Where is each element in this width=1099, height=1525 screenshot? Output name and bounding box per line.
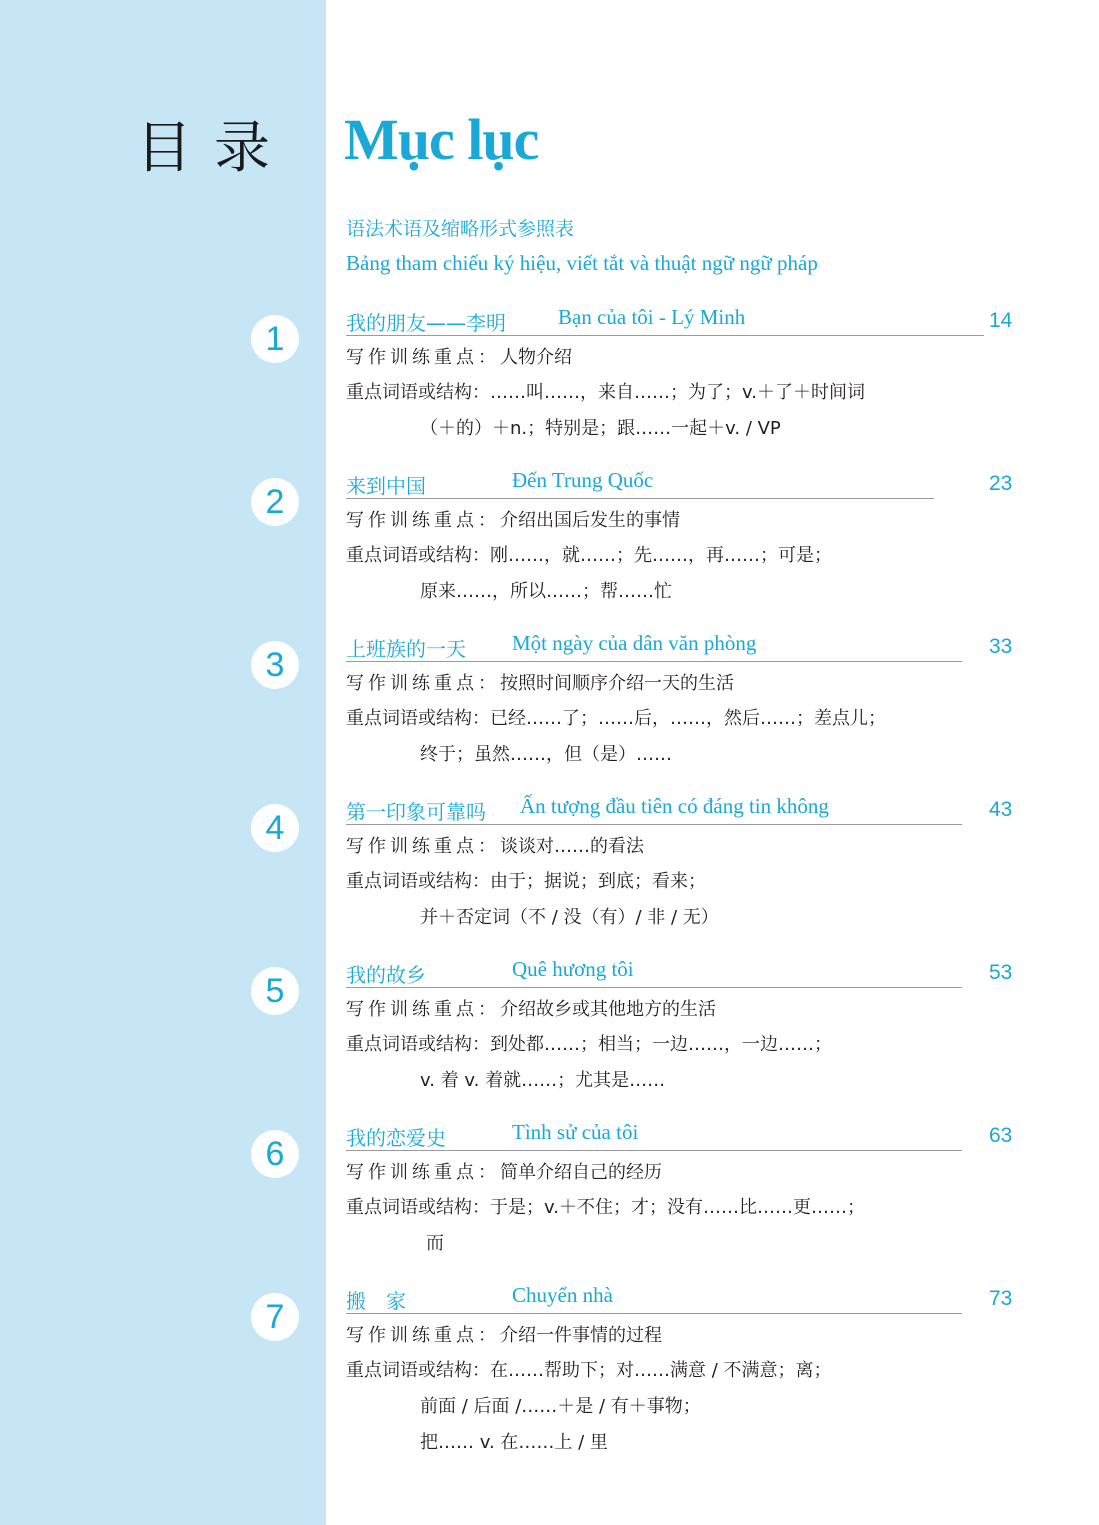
unit-divider (346, 498, 934, 499)
focus-text: 按照时间顺序介绍一天的生活 (500, 673, 734, 694)
keywords-text: ……叫……，来自……；为了；v.＋了＋时间词 (490, 382, 865, 403)
keywords-label: 重点词语或结构： (346, 708, 490, 729)
keywords-continuation: 原来……，所以……；帮……忙 (420, 581, 672, 602)
unit-title-zh[interactable]: 我的恋爱史 (346, 1126, 446, 1150)
reference-link-vi[interactable]: Bảng tham chiếu ký hiệu, viết tắt và thuật ngữ ngữ pháp (346, 251, 818, 275)
toc-unit (0, 1283, 1099, 1453)
unit-title-vi[interactable]: Chuyển nhà (512, 1283, 613, 1307)
unit-page-number[interactable]: 73 (989, 1287, 1013, 1310)
keywords-line (346, 867, 706, 893)
unit-page-number[interactable]: 43 (989, 798, 1013, 821)
keywords-label: 重点词语或结构： (346, 382, 490, 403)
focus-label: 写作训练重点： (346, 347, 500, 368)
keywords-text: 刚……，就……；先……，再……；可是； (490, 545, 832, 566)
page-title-vi: Mục lục (344, 107, 539, 172)
page-title-zh: 目录 (136, 116, 292, 181)
keywords-text: 到处都……；相当；一边……，一边……； (490, 1034, 832, 1055)
toc-unit (0, 1122, 1099, 1272)
unit-title-vi[interactable]: Tình sử của tôi (512, 1120, 639, 1144)
unit-title-zh[interactable]: 上班族的一天 (346, 637, 466, 661)
unit-title-vi[interactable]: Ấn tượng đầu tiên có đáng tin không (520, 794, 829, 818)
unit-title-vi[interactable]: Đến Trung Quốc (512, 468, 654, 492)
focus-line (346, 832, 644, 858)
unit-title-zh[interactable]: 搬 家 (346, 1289, 406, 1313)
focus-line (346, 1158, 662, 1184)
focus-label: 写作训练重点： (346, 1162, 500, 1183)
unit-title-vi[interactable]: Một ngày của dân văn phòng (512, 631, 757, 655)
unit-divider (346, 661, 962, 662)
unit-title-zh[interactable]: 我的朋友——李明 (346, 311, 506, 335)
toc-unit (0, 796, 1099, 946)
keywords-line (346, 704, 886, 730)
keywords-label: 重点词语或结构： (346, 545, 490, 566)
keywords-line (346, 1193, 865, 1219)
keywords-continuation: 终于；虽然……，但（是）…… (420, 744, 672, 765)
focus-line (346, 506, 680, 532)
focus-line (346, 343, 572, 369)
unit-page-number[interactable]: 14 (989, 309, 1013, 332)
unit-divider (346, 824, 962, 825)
keywords-label: 重点词语或结构： (346, 1034, 490, 1055)
unit-title-zh[interactable]: 第一印象可靠吗 (346, 800, 486, 824)
keywords-line (346, 541, 832, 567)
keywords-text: 由于；据说；到底；看来； (490, 871, 706, 892)
focus-text: 介绍一件事情的过程 (500, 1325, 662, 1346)
keywords-label: 重点词语或结构： (346, 1360, 490, 1381)
unit-title-vi[interactable]: Bạn của tôi - Lý Minh (558, 305, 746, 329)
keywords-continuation: 并＋否定词（不 / 没（有）/ 非 / 无） (420, 907, 719, 928)
reference-link-zh[interactable]: 语法术语及缩略形式参照表 (346, 218, 575, 240)
keywords-text: 于是；v.＋不住；才；没有……比……更……； (490, 1197, 865, 1218)
toc-unit (0, 470, 1099, 620)
focus-text: 简单介绍自己的经历 (500, 1162, 662, 1183)
keywords-text: 在……帮助下；对……满意 / 不满意；离； (490, 1360, 832, 1381)
unit-divider (346, 335, 984, 336)
keywords-continuation: （＋的）＋n.；特别是；跟……一起＋v. / VP (420, 418, 781, 439)
toc-unit (0, 307, 1099, 457)
unit-page-number[interactable]: 23 (989, 472, 1013, 495)
unit-number-badge: 2 (251, 478, 299, 526)
keywords-line (346, 378, 865, 404)
unit-divider (346, 1150, 962, 1151)
keywords-text: 已经……了；……后，……，然后……；差点儿； (490, 708, 886, 729)
keywords-line (346, 1356, 832, 1382)
focus-line (346, 669, 734, 695)
unit-page-number[interactable]: 63 (989, 1124, 1013, 1147)
focus-label: 写作训练重点： (346, 1325, 500, 1346)
focus-text: 介绍故乡或其他地方的生活 (500, 999, 716, 1020)
unit-title-zh[interactable]: 我的故乡 (346, 963, 426, 987)
focus-label: 写作训练重点： (346, 999, 500, 1020)
toc-unit (0, 633, 1099, 783)
unit-title-zh[interactable]: 来到中国 (346, 474, 426, 498)
keywords-continuation: 前面 / 后面 /……＋是 / 有＋事物； (420, 1396, 701, 1417)
unit-number-badge: 3 (251, 641, 299, 689)
unit-number-badge: 6 (251, 1130, 299, 1178)
toc-unit (0, 959, 1099, 1109)
keywords-continuation: 而 (426, 1233, 444, 1254)
unit-number-badge: 4 (251, 804, 299, 852)
focus-line (346, 1321, 662, 1347)
unit-divider (346, 987, 962, 988)
unit-number-badge: 1 (251, 315, 299, 363)
focus-label: 写作训练重点： (346, 836, 500, 857)
keywords-continuation: v. 着 v. 着就……；尤其是…… (420, 1070, 666, 1091)
unit-title-vi[interactable]: Quê hương tôi (512, 957, 634, 981)
keywords-continuation: 把…… v. 在……上 / 里 (420, 1432, 608, 1453)
unit-divider (346, 1313, 962, 1314)
unit-page-number[interactable]: 53 (989, 961, 1013, 984)
unit-page-number[interactable]: 33 (989, 635, 1013, 658)
focus-text: 谈谈对……的看法 (500, 836, 644, 857)
focus-text: 介绍出国后发生的事情 (500, 510, 680, 531)
focus-label: 写作训练重点： (346, 510, 500, 531)
unit-number-badge: 7 (251, 1293, 299, 1341)
keywords-label: 重点词语或结构： (346, 871, 490, 892)
keywords-label: 重点词语或结构： (346, 1197, 490, 1218)
focus-text: 人物介绍 (500, 347, 572, 368)
focus-line (346, 995, 716, 1021)
unit-number-badge: 5 (251, 967, 299, 1015)
focus-label: 写作训练重点： (346, 673, 500, 694)
keywords-line (346, 1030, 832, 1056)
